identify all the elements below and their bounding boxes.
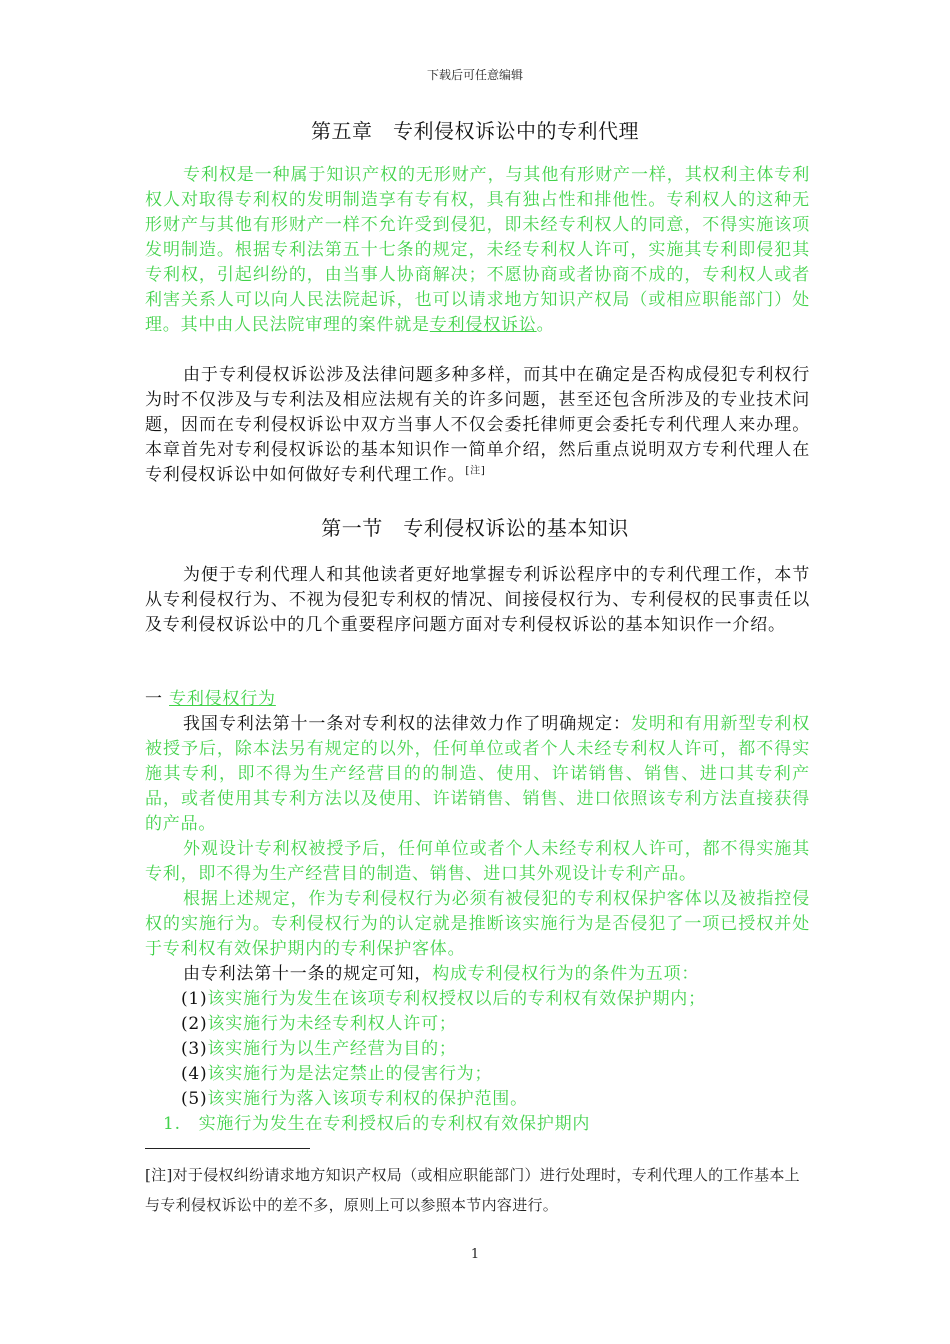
intro-block (145, 163, 810, 338)
part-1-number: 一 (145, 689, 163, 709)
intro-paragraph-1 (145, 163, 810, 338)
section-intro-paragraph: 为便于专利代理人和其他读者更好地掌握专利诉讼程序中的专利代理工作，本节从专利侵权行为、不视为侵犯专利权的情况、间接侵权行为、专利侵权的民事责任以及专利侵权诉讼中的几个重要程序问题方面对专利侵权诉讼的基本知识作一介绍。 (145, 565, 810, 635)
condition-number: (4) (181, 1064, 208, 1084)
condition-number: (5) (181, 1089, 208, 1109)
part-1-paragraph-2: 外观设计专利权被授予后，任何单位或者个人未经专利权人许可，都不得实施其专利，即不得为生产经营目的制造、销售、进口其外观设计专利产品。 (145, 839, 810, 884)
condition-number: (2) (181, 1014, 208, 1034)
condition-number: (1) (181, 989, 208, 1009)
intro-paragraph-2-text: 由于专利侵权诉讼涉及法律问题多种多样，而其中在确定是否构成侵犯专利权行为时不仅涉及与专利法及相应法规有关的许多问题，甚至还包含所涉及的专业技术问题，因而在专利侵权诉讼中双方当事人不仅会委托律师更会委托专利代理人来办理。本章首先对专利侵权诉讼的基本知识作一简单介绍，然后重点说明双方专利代理人在专利侵权诉讼中如何做好专利代理工作。 (145, 365, 810, 485)
condition-item (145, 1087, 810, 1112)
condition-text: 该实施行为是法定禁止的侵害行为； (207, 1064, 493, 1084)
part-1-paragraph-3: 根据上述规定，作为专利侵权行为必须有被侵犯的专利权保护客体以及被指控侵权的实施行为。专利侵权行为的认定就是推断该实施行为是否侵犯了一项已授权并处于专利权有效保护期内的专利保护客体。 (145, 889, 810, 959)
condition-item (145, 987, 810, 1012)
part-1-p1-lead: 我国专利法第十一条对专利权的法律效力作了明确规定： (183, 714, 631, 734)
condition-item (145, 1037, 810, 1062)
part-1-block (145, 687, 810, 1137)
footnote-mark: [注] (145, 1166, 173, 1184)
part-1-p4-green: 构成专利侵权行为的条件为五项： (432, 964, 700, 984)
part-1-p4-lead: 由专利法第十一条的规定可知， (183, 964, 433, 984)
part-1-heading (145, 687, 810, 712)
footnote-text: 对于侵权纠纷请求地方知识产权局（或相应职能部门）进行处理时，专利代理人的工作基本上与专利侵权诉讼中的差不多，原则上可以参照本节内容进行。 (145, 1166, 800, 1214)
patent-litigation-link[interactable]: 专利侵权诉讼 (429, 315, 537, 335)
condition-text: 该实施行为发生在该项专利权授权以后的专利权有效保护期内； (207, 989, 706, 1009)
footnote (145, 1160, 810, 1220)
part-1-title-link[interactable]: 专利侵权行为 (169, 689, 276, 709)
section-title: 第一节 专利侵权诉讼的基本知识 (321, 516, 629, 540)
section-intro-block (145, 563, 810, 638)
page-number: 1 (470, 1247, 480, 1262)
page-header: 下载后可任意编辑 (426, 68, 523, 82)
condition-number: (3) (181, 1039, 208, 1059)
part-1-p1-quote: 发明和有用新型专利权被授予后，除本法另有规定的以外，任何单位或者个人未经专利权人许可，都不得实施其专利，即不得为生产经营目的的制造、使用、许诺销售、销售、进口其专利产品，或者使用其专利方法以及使用、许诺销售、销售、进口依照该专利方法直接获得的产品。 (145, 714, 811, 834)
condition-item (145, 1062, 810, 1087)
condition-item (145, 1012, 810, 1037)
intro-paragraph-1-text: 专利权是一种属于知识产权的无形财产，与其他有形财产一样，其权利主体专利权人对取得专利权的发明制造享有专有权，具有独占性和排他性。专利权人的这种无形财产与其他有形财产一样不允许受到侵犯，即未经专利权人的同意，不得实施该项发明制造。根据专利法第五十七条的规定，未经专利权人许可，实施其专利即侵犯其专利权，引起纠纷的，由当事人协商解决；不愿协商或者协商不成的，专利权人或者利害关系人可以向人民法院起诉，也可以请求地方知识产权局（或相应职能部门）处理。其中由人民法院审理的案件就是 (145, 165, 810, 335)
intro-paragraph-2 (145, 363, 810, 488)
chapter-title: 第五章 专利侵权诉讼中的专利代理 (311, 119, 639, 143)
subsection-1-heading: 1. 实施行为发生在专利授权后的专利权有效保护期内 (163, 1114, 591, 1134)
footnote-divider (145, 1148, 310, 1149)
condition-text: 该实施行为未经专利权人许可； (207, 1014, 457, 1034)
intro-block-2 (145, 363, 810, 488)
footnote-ref[interactable]: [注] (465, 465, 486, 477)
part-1-paragraph-1 (145, 712, 810, 837)
condition-text: 该实施行为以生产经营为目的； (207, 1039, 457, 1059)
intro-paragraph-1-end: 。 (536, 315, 555, 335)
part-1-paragraph-4 (145, 962, 810, 987)
condition-text: 该实施行为落入该项专利权的保护范围。 (207, 1089, 528, 1109)
